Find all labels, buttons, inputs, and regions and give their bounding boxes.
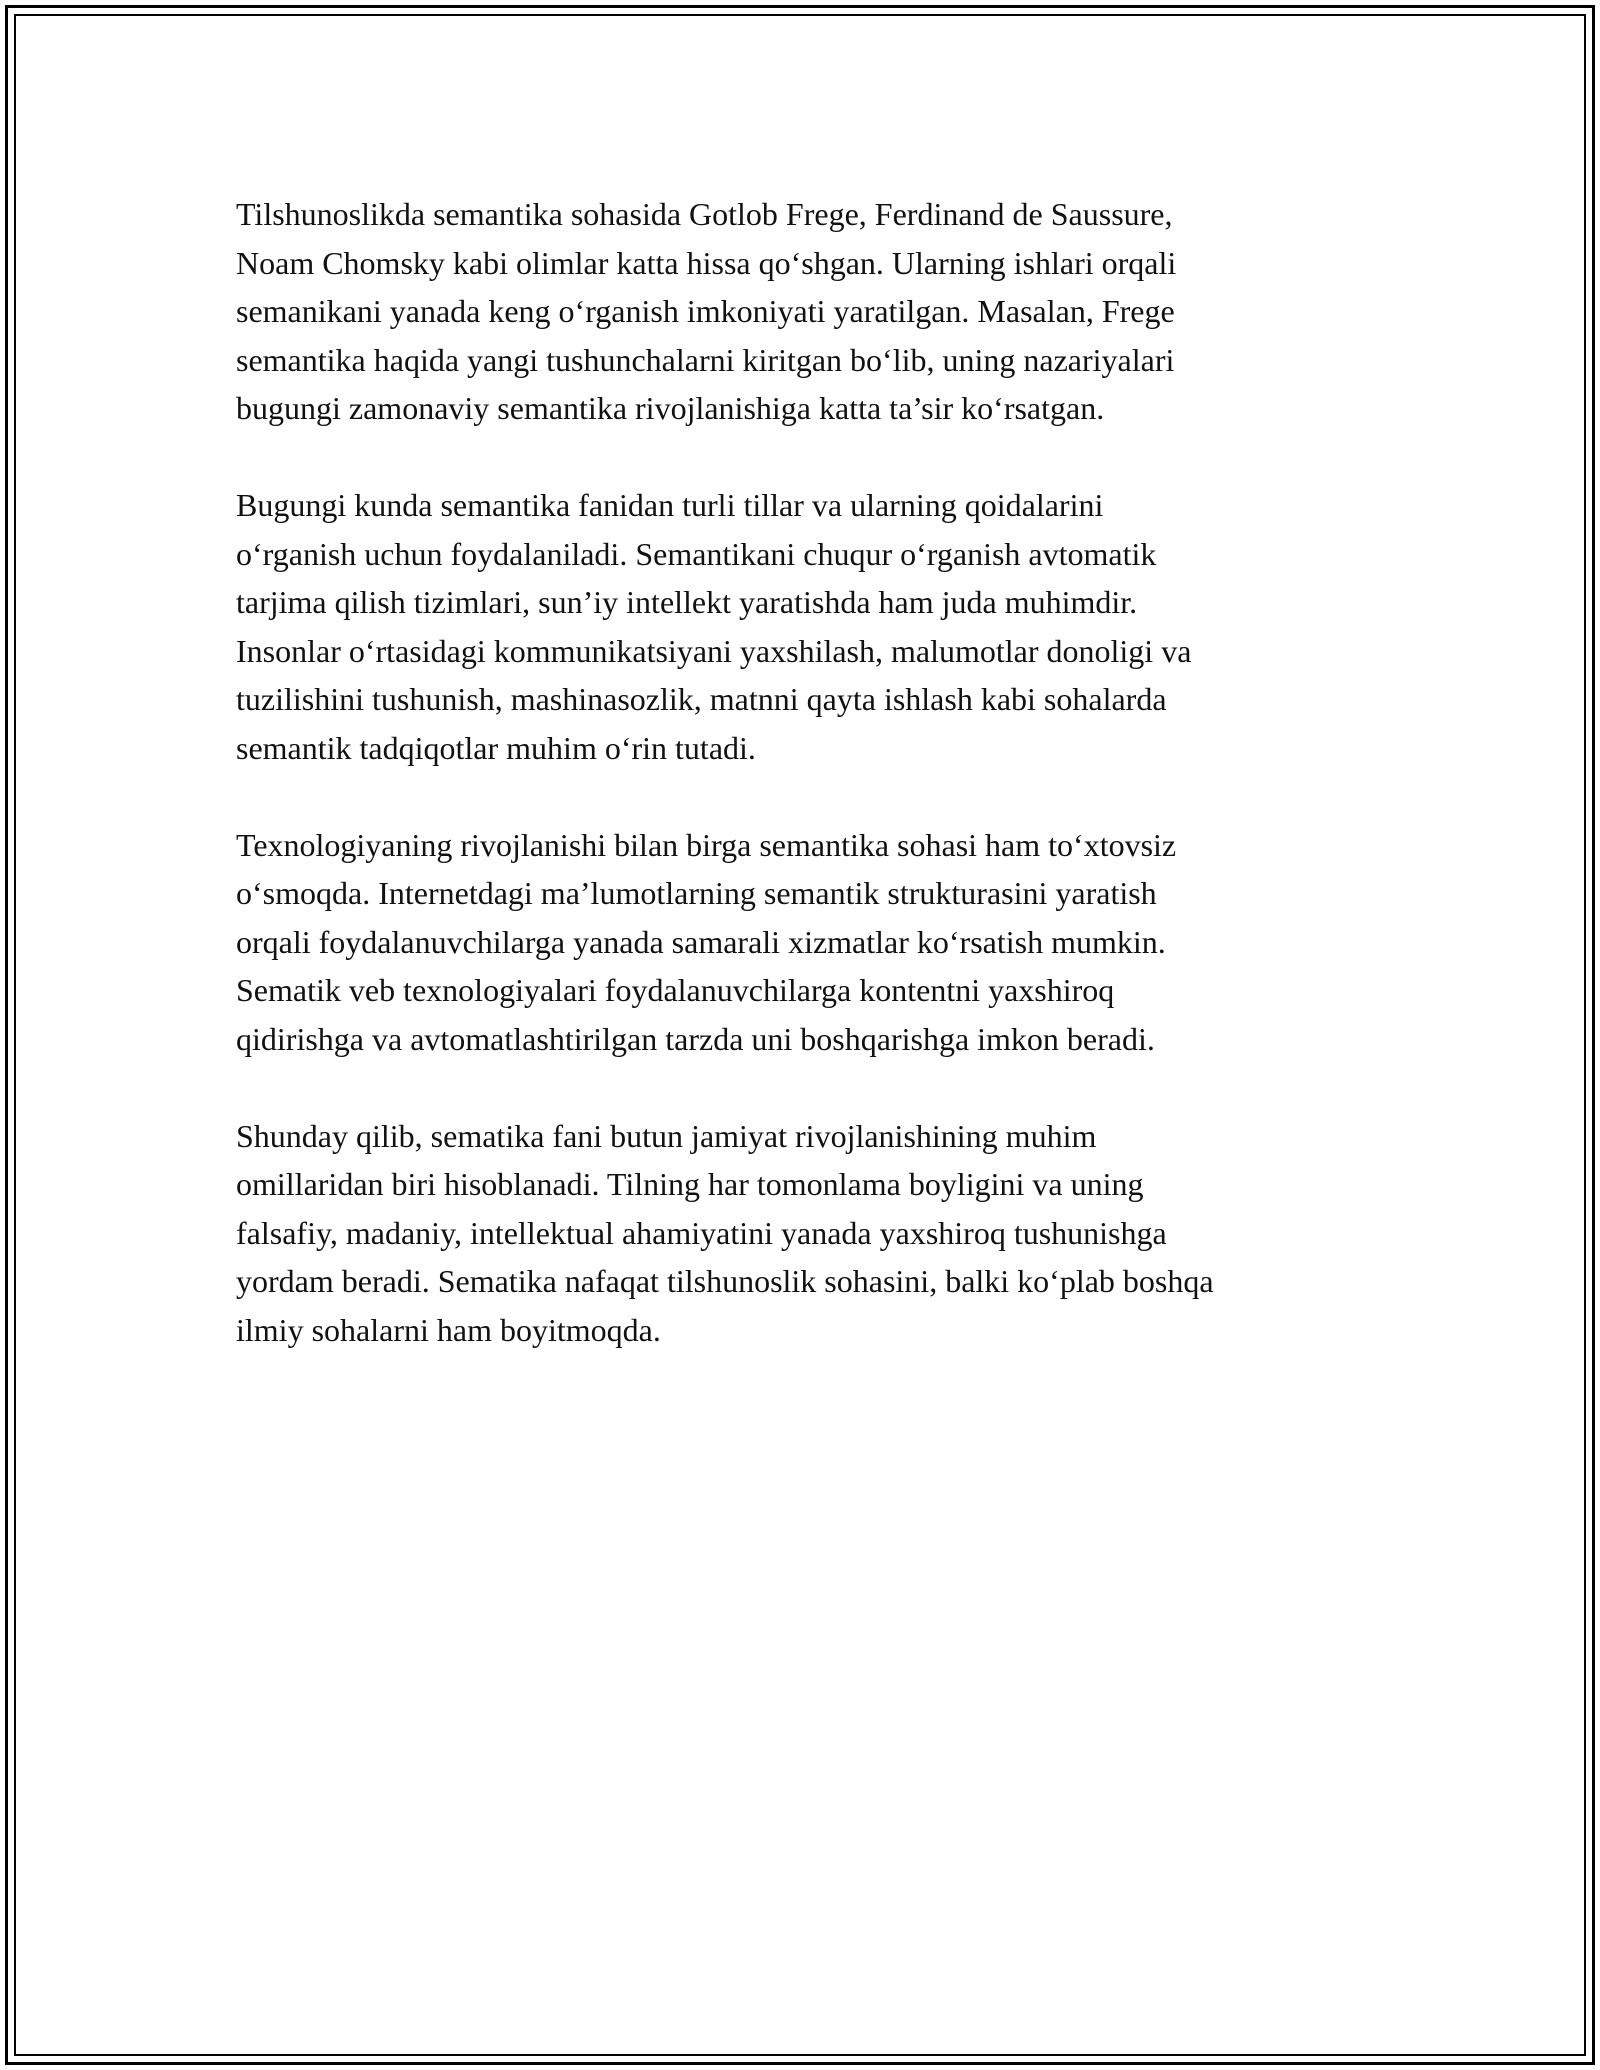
text-line: tarjima qilish tizimlari, sun’iy intellekt yaratishda ham juda muhimdir. (236, 584, 1138, 620)
text-line: Texnologiyaning rivojlanishi bilan birga semantika sohasi ham to‘xtovsiz (236, 826, 1177, 863)
text-line: Noam Chomsky kabi olimlar katta hissa qo‘shgan. Ularning ishlari orqali (236, 244, 1177, 281)
text-line: bugungi zamonaviy semantika rivojlanishiga katta ta’sir ko‘rsatgan. (236, 390, 1105, 426)
text-line: ilmiy sohalarni ham boyitmoqda. (236, 1311, 661, 1348)
text-line: yordam beradi. Sematika nafaqat tilshunoslik sohasini, balki ko‘plab boshqa (236, 1263, 1214, 1299)
text-line: semanikani yanada keng o‘rganish imkoniyati yaratilgan. Masalan, Frege (236, 293, 1175, 329)
text-line: o‘rganish uchun foydalaniladi. Semantikani chuqur o‘rganish avtomatik (236, 535, 1157, 572)
text-line: Shunday qilib, sematika fani butun jamiyat rivojlanishining muhim (236, 1117, 1097, 1154)
text-line: o‘smoqda. Internetdagi ma’lumotlarning semantik strukturasini yaratish (236, 875, 1157, 911)
text-line: qidirishga va avtomatlashtirilgan tarzda uni boshqarishga imkon beradi. (236, 1020, 1155, 1057)
paragraph-1 (236, 190, 1366, 433)
text-line: Insonlar o‘rtasidagi kommunikatsiyani yaxshilash, malumotlar donoligi va (236, 632, 1192, 669)
paragraph-3 (236, 821, 1366, 1064)
text-line: tuzilishini tushunish, mashinasozlik, matnni qayta ishlash kabi sohalarda (236, 681, 1167, 717)
document-body (236, 190, 1366, 1403)
paragraph-2 (236, 481, 1366, 772)
text-line: falsafiy, madaniy, intellektual ahamiyatini yanada yaxshiroq tushunishga (236, 1214, 1167, 1251)
text-line: semantika haqida yangi tushunchalarni kiritgan bo‘lib, uning nazariyalari (236, 341, 1175, 378)
text-line: Sematik veb texnologiyalari foydalanuvchilarga kontentni yaxshiroq (236, 972, 1115, 1008)
text-line: orqali foydalanuvchilarga yanada samarali xizmatlar ko‘rsatish mumkin. (236, 923, 1166, 960)
text-line: omillaridan biri hisoblanadi. Tilning har tomonlama boyligini va uning (236, 1166, 1144, 1202)
text-line: Bugungi kunda semantika fanidan turli tillar va ularning qoidalarini (236, 487, 1104, 523)
paragraph-4 (236, 1112, 1366, 1355)
text-line: Tilshunoslikda semantika sohasida Gotlob Frege, Ferdinand de Saussure, (236, 196, 1173, 232)
text-line: semantik tadqiqotlar muhim o‘rin tutadi. (236, 729, 756, 766)
